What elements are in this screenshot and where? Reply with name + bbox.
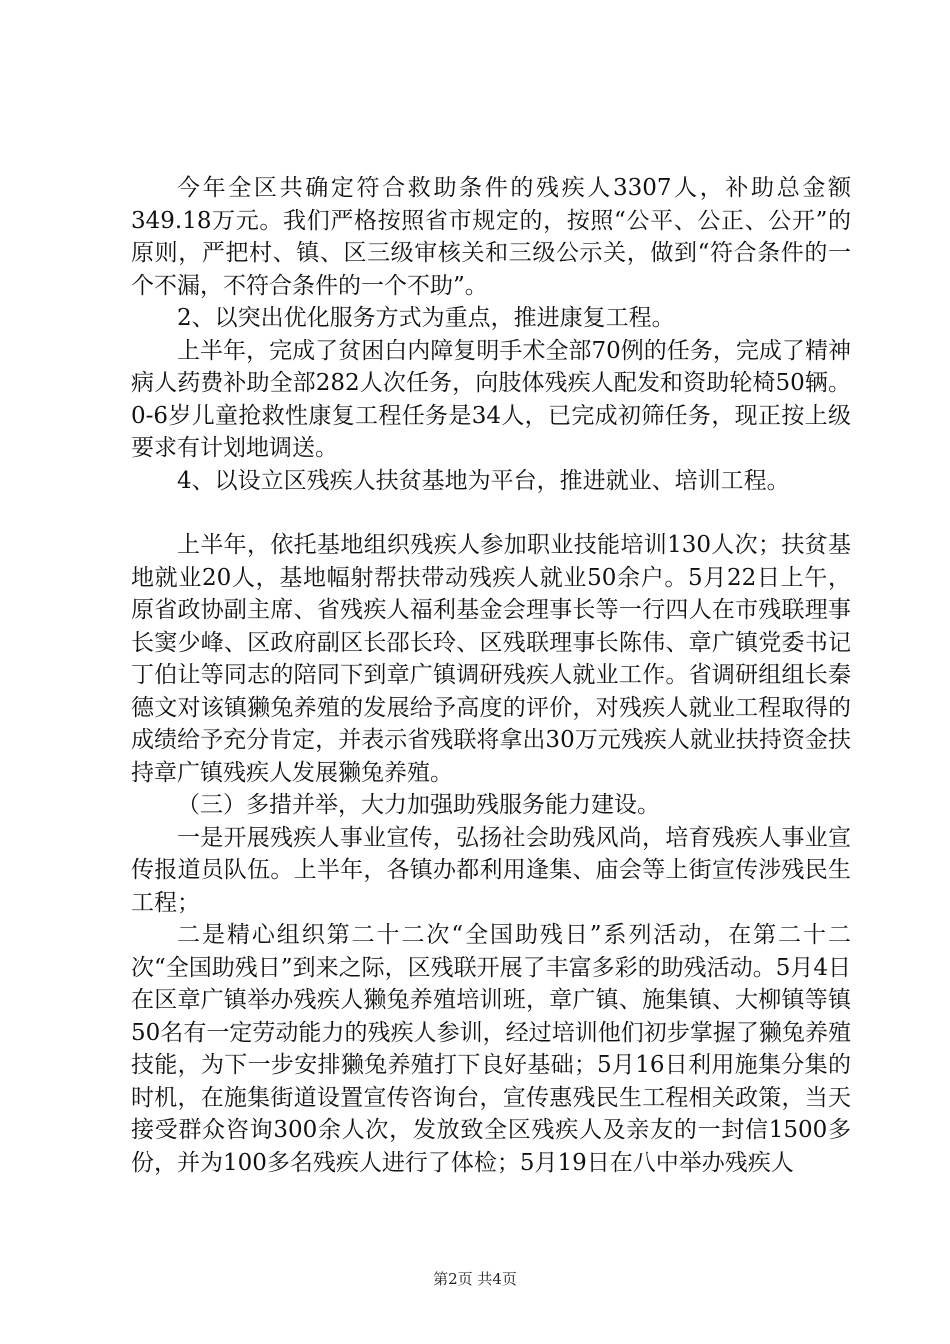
paragraph-relief-summary: 今年全区共确定符合救助条件的残疾人3307人，补助总金额349.18万元。我们严格按照省市规定的，按照“公平、公正、公开”的原则，严把村、镇、区三级审核关和三级公示关，做到“符合条件的一个不漏，不符合条件的一个不助”。 <box>131 175 851 299</box>
paragraph-employment: 上半年，依托基地组织残疾人参加职业技能培训130人次；扶贫基地就业20人，基地幅射帮扶带动残疾人就业50余户。5月22日上午，原省政协副主席、省残疾人福利基金会理事长等一行四人在市残联理事长窦少峰、区政府副区长邵长玲、区残联理事长陈伟、章广镇党委书记丁伯让等同志的陪同下到章广镇调研残疾人就业工作。省调研组组长秦德文对该镇獭兔养殖的发展给予高度的评价，对残疾人就业工程取得的成绩给予充分肯定，并表示省残联将拿出30万元残疾人就业扶持资金扶持章广镇残疾人发展獭兔养殖。 <box>131 532 851 786</box>
paragraph-publicity: 一是开展残疾人事业宣传，弘扬社会助残风尚，培育残疾人事业宣传报道员队伍。上半年，各镇办都利用逢集、庙会等上街宣传涉残民生工程； <box>131 824 851 916</box>
page-footer: 第2页 共4页 <box>433 1270 517 1288</box>
heading-service-capacity: （三）多措并举，大力加强助残服务能力建设。 <box>177 792 660 818</box>
document-body <box>131 172 851 1179</box>
paragraph-disability-day: 二是精心组织第二十二次“全国助残日”系列活动，在第二十二次“全国助残日”到来之际，区残联开展了丰富多彩的助残活动。5月4日在区章广镇举办残疾人獭兔养殖培训班，章广镇、施集镇、大柳镇等镇50名有一定劳动能力的残疾人参训，经过培训他们初步掌握了獭兔养殖技能，为下一步安排獭兔养殖打下良好基础；5月16日利用施集分集的时机，在施集街道设置宣传咨询台，宣传惠残民生工程相关政策，当天接受群众咨询300余人次，发放致全区残疾人及亲友的一封信1500多份，并为100多名残疾人进行了体检；5月19日在八中举办残疾人 <box>131 922 851 1176</box>
heading-rehabilitation: 2、以突出优化服务方式为重点，推进康复工程。 <box>177 305 675 331</box>
paragraph-rehabilitation: 上半年，完成了贫困白内障复明手术全部70例的任务，完成了精神病人药费补助全部282人次任务，向肢体残疾人配发和资助轮椅50辆。0-6岁儿童抢救性康复工程任务是34人，已完成初筛任务，现正按上级要求有计划地调送。 <box>131 337 851 461</box>
heading-employment: 4、以设立区残疾人扶贫基地为平台，推进就业、培训工程。 <box>177 467 790 494</box>
